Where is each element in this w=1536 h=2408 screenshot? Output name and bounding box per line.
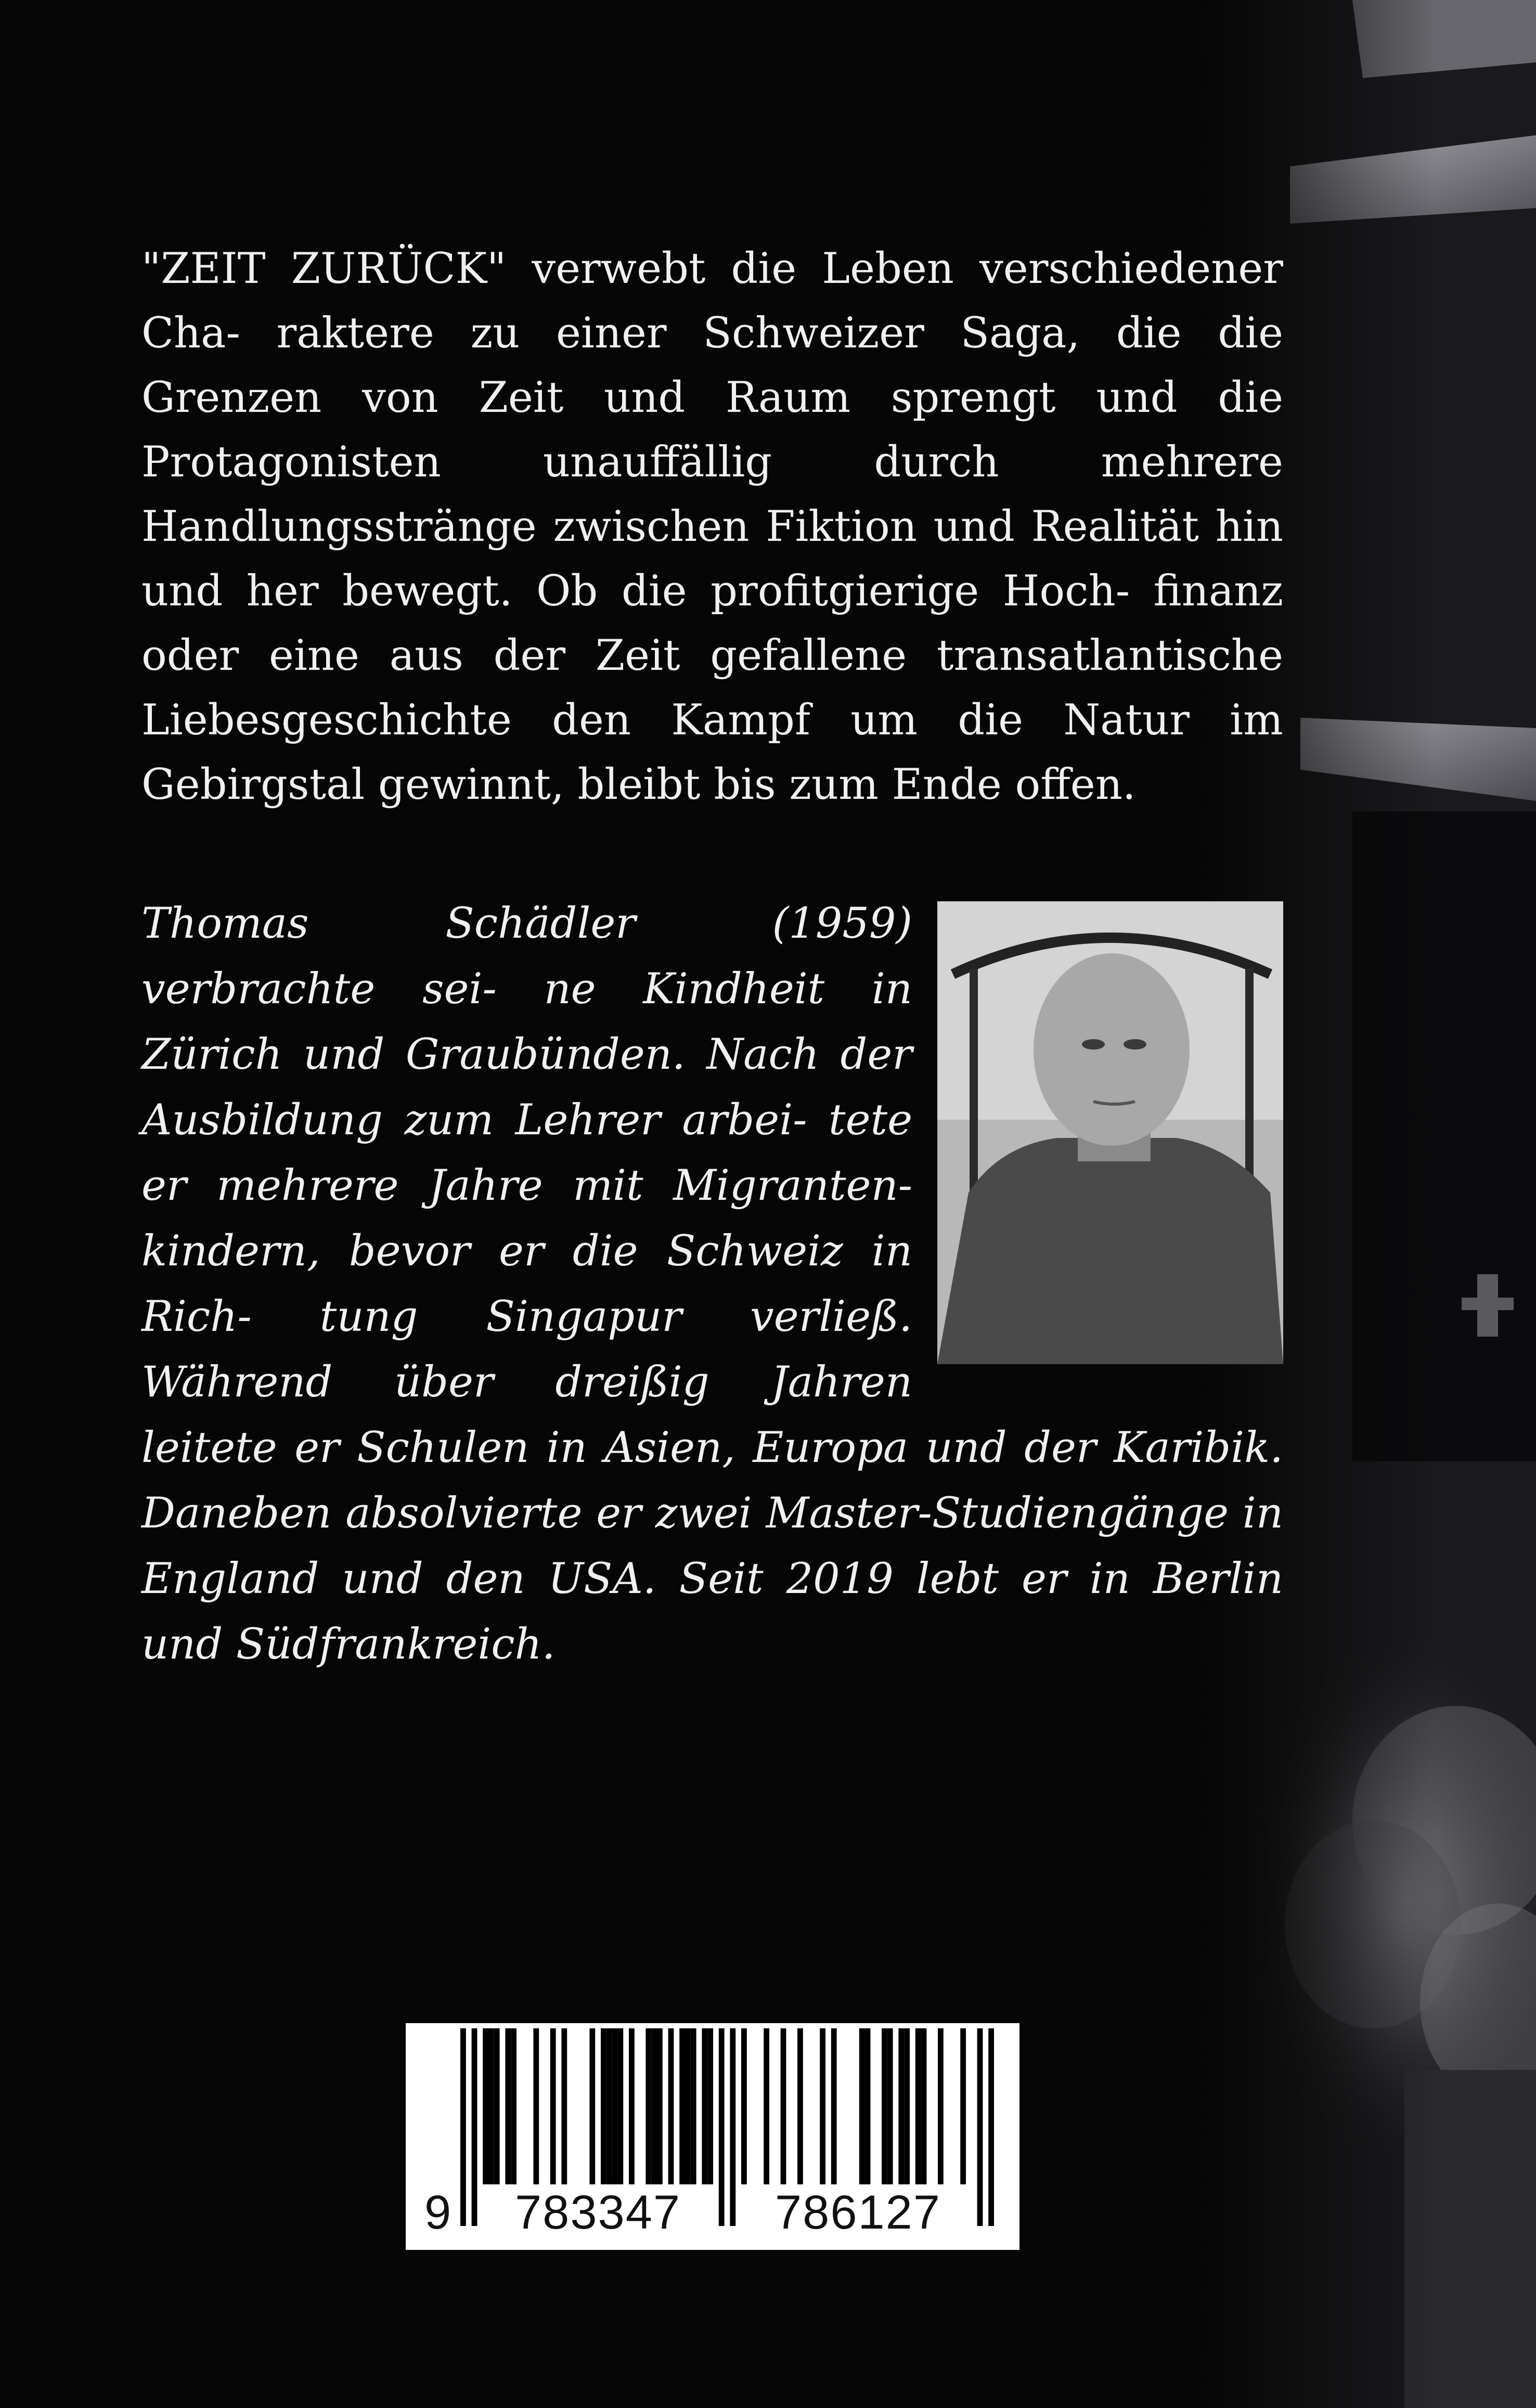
barcode-bar [764, 2028, 769, 2184]
barcode-bar [702, 2028, 707, 2184]
blurb-line: Liebesgeschichte den Kampf um die Natur im Gebirgstal [141, 696, 1283, 809]
barcode-bar [612, 2028, 618, 2184]
bio-line: absolvierte er zwei Master-Studiengänge in England und [141, 1489, 1284, 1603]
barcode-digits-left: 783347 [515, 2186, 681, 2239]
barcode-bar [707, 2028, 713, 2184]
barcode-bar [988, 2028, 994, 2226]
barcode-bar [601, 2028, 606, 2184]
barcode-bar [550, 2028, 556, 2184]
blurb-line: raktere zu einer Schweizer Saga, die die Grenzen von Zeit [141, 309, 1284, 422]
barcode-bar [859, 2028, 865, 2184]
barcode-bar [561, 2028, 567, 2184]
barcode-bar [679, 2028, 685, 2184]
blurb-line: durch mehrere Handlungsstränge zwischen Fiktion und [141, 438, 1283, 551]
bio-line: Nach der Ausbildung zum Lehrer arbei- [141, 1030, 913, 1145]
barcode-bar [921, 2028, 927, 2184]
blurb-line: Realität hin und her bewegt. Ob die profitgierige Hoch- [141, 502, 1284, 616]
isbn-barcode [406, 2023, 1019, 2250]
barcode-bar [533, 2028, 539, 2184]
barcode-bar [589, 2028, 595, 2184]
barcode-bar [865, 2028, 871, 2184]
bio-line: kindern, bevor er die Schweiz in Rich- [141, 1227, 912, 1341]
barcode-bar [472, 2028, 477, 2226]
barcode-bar [730, 2028, 735, 2226]
bio-line: dreißig Jahren leitete er Schulen in [141, 1358, 912, 1472]
barcode-bar [831, 2028, 837, 2184]
barcode-bar [629, 2028, 635, 2184]
barcode-bar [938, 2028, 944, 2184]
barcode-bar [977, 2028, 983, 2226]
barcode-bar [494, 2028, 500, 2184]
author-bio [141, 891, 1283, 1677]
barcode-bar [960, 2028, 966, 2184]
barcode-bar [651, 2028, 657, 2184]
barcode-digit-first: 9 [424, 2186, 453, 2239]
barcode-bar [511, 2028, 517, 2184]
barcode-bar [719, 2028, 725, 2226]
barcode-bar [898, 2028, 904, 2184]
barcode-bar [915, 2028, 921, 2184]
barcode-bar [646, 2028, 651, 2184]
bio-line: tete er mehrere Jahre mit Migranten- [141, 1096, 913, 1210]
bio-line: den USA. Seit 2019 lebt er in Berlin und Südfrankreich. [141, 1555, 1284, 1669]
bio-line: ne Kindheit in Zürich und Graubünden. [141, 965, 912, 1079]
barcode-bar [460, 2028, 466, 2226]
barcode-bar [820, 2028, 825, 2184]
bio-line: tung Singapur verließ. Während über [141, 1292, 912, 1407]
barcode-bar [483, 2028, 488, 2184]
barcode-bar [617, 2028, 623, 2184]
blurb-line: "ZEIT ZURÜCK" verwebt die Leben verschiedener Cha- [141, 244, 1283, 358]
blurb-line: finanz oder eine aus der Zeit gefallene transatlantische [141, 567, 1283, 680]
barcode-bar [606, 2028, 612, 2184]
barcode-bar [691, 2028, 696, 2184]
barcode-bar [685, 2028, 691, 2184]
barcode-bar [882, 2028, 887, 2184]
bio-line: Thomas Schädler (1959) verbrachte sei- [141, 899, 912, 1014]
barcode-bar [488, 2028, 494, 2184]
barcode-bar [904, 2028, 910, 2184]
barcode-bar [657, 2028, 663, 2184]
barcode-bar [668, 2028, 674, 2184]
barcode-bar [797, 2028, 803, 2184]
blurb-line: gewinnt, bleibt bis zum Ende offen. [378, 760, 1136, 809]
author-photo [937, 901, 1283, 1364]
blurb-line: und Raum sprengt und die Protagonisten unauffällig [141, 373, 1284, 487]
barcode-bar [887, 2028, 893, 2184]
bio-line: Asien, Europa und der Karibik. Daneben [141, 1423, 1284, 1538]
barcode-bar [781, 2028, 786, 2184]
barcode-bar [505, 2028, 511, 2184]
barcode-bar [741, 2028, 747, 2184]
barcode-digits-right: 786127 [775, 2186, 941, 2239]
blurb-text [141, 237, 1283, 817]
